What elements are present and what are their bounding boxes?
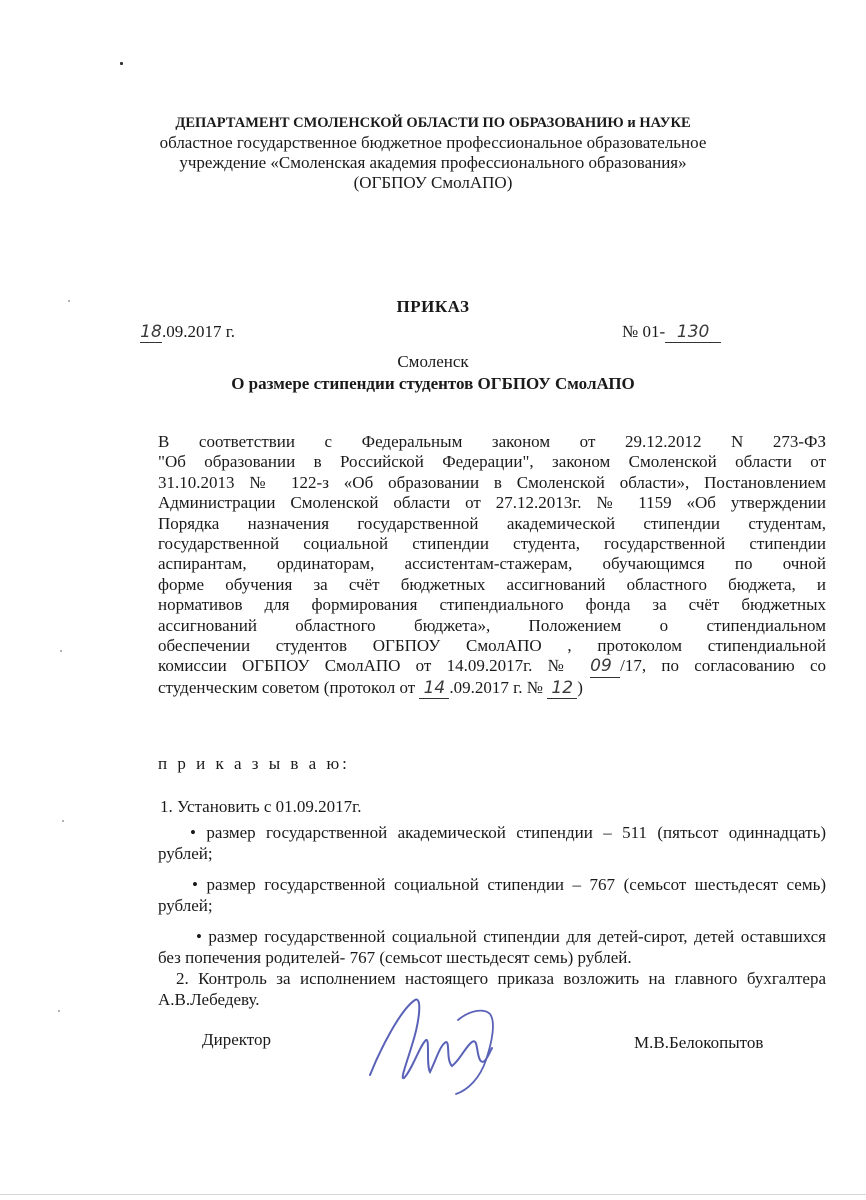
preamble-line: ассигнований областного бюджета», Положением о стипендиальном [158, 615, 826, 635]
protocol-text: комиссии ОГБПОУ СмолАПО от 14.09.2017г. № [158, 656, 591, 676]
order-subject: О размере стипендии студентов ОГБПОУ СмолАПО [231, 374, 635, 393]
order-number-value: 130 [665, 322, 721, 343]
council-text: .09.2017 г. № [449, 677, 548, 697]
order-items [158, 796, 826, 1010]
preamble-line: Администрации Смоленской области от 27.12.2013г. № 1159 «Об утверждении [158, 493, 826, 513]
signatory-name: М.В.Белокопытов [634, 1033, 764, 1052]
preamble-line: 31.10.2013 № 122-з «Об образовании в Смоленской области», Постановлением [158, 472, 826, 492]
decree-word: п р и к а з ы в а ю: [158, 754, 350, 773]
protocol-text: /17, по согласованию со [620, 656, 826, 676]
preamble-line: нормативов для формирования стипендиального фонда за счёт бюджетных [158, 595, 826, 615]
signatory-position: Директор [202, 1030, 271, 1049]
institution-abbreviation: (ОГБПОУ СмолАПО) [353, 173, 513, 192]
order-city: Смоленск [397, 352, 469, 371]
preamble-line: аспирантам, ординаторам, ассистентам-стажерам, обучающимся по очной [158, 554, 826, 574]
item-1: 1. Установить с 01.09.2017г. [160, 797, 362, 816]
council-text: ) [577, 677, 583, 697]
council-number-handwritten: 12 [547, 678, 577, 699]
scan-speck [120, 62, 123, 65]
bullet-social-stipend: • размер государственной социальной стипендии – 767 (семьсот шестьдесят семь) рублей; [158, 875, 826, 915]
protocol-number-handwritten: 09 [590, 656, 620, 677]
order-number [622, 322, 721, 343]
bullet-academic-stipend: • размер государственной академической стипендии – 511 (пятьсот одиннадцать) рублей; [158, 823, 826, 863]
preamble-line: форме обучения за счёт бюджетных ассигнований областного бюджета, и [158, 574, 826, 594]
order-date [140, 322, 235, 343]
preamble-line: В соответствии с Федеральным законом от 29.12.2012 N 273-ФЗ [158, 432, 826, 451]
bullet-orphan-stipend: • размер государственной социальной стипендии для детей-сирот, детей оставшихся без попечения родителей- 767 (семьсот шестьдесят семь) рублей. [158, 927, 826, 967]
preamble-line-council [158, 678, 826, 699]
scan-speck [60, 650, 62, 652]
preamble-line: Порядка назначения государственной академической стипендии студентам, [158, 513, 826, 533]
order-number-prefix: № 01- [622, 322, 666, 341]
preamble-line: "Об образовании в Российской Федерации", законом Смоленской области от [158, 452, 826, 472]
scan-speck [62, 820, 64, 822]
department-heading: ДЕПАРТАМЕНТ СМОЛЕНСКОЙ ОБЛАСТИ ПО ОБРАЗОВАНИЮ и НАУКЕ [175, 115, 691, 131]
preamble-line: государственной социальной стипендии студента, государственной стипендии [158, 534, 826, 554]
council-day-handwritten: 14 [419, 678, 449, 699]
handwritten-signature [360, 990, 500, 1100]
institution-line-1: областное государственное бюджетное профессиональное образовательное [159, 133, 707, 152]
preamble-line-protocol [158, 656, 826, 677]
scan-speck [58, 1010, 60, 1012]
page-edge-line [0, 1194, 866, 1195]
item-2: 2. Контроль за исполнением настоящего приказа возложить на главного бухгалтера А.В.Лебедеву. [158, 969, 826, 1009]
institution-name [0, 133, 866, 193]
preamble-line: обеспечении студентов ОГБПОУ СмолАПО , протоколом стипендиальной [158, 636, 826, 656]
order-title: ПРИКАЗ [396, 297, 470, 316]
order-date-day: 18 [140, 322, 162, 342]
institution-line-2: учреждение «Смоленская академия профессионального образования» [179, 153, 687, 172]
order-preamble [158, 432, 826, 699]
council-text: студенческим советом (протокол от [158, 677, 420, 697]
scan-speck [68, 300, 70, 302]
order-date-rest: .09.2017 г. [162, 322, 236, 341]
